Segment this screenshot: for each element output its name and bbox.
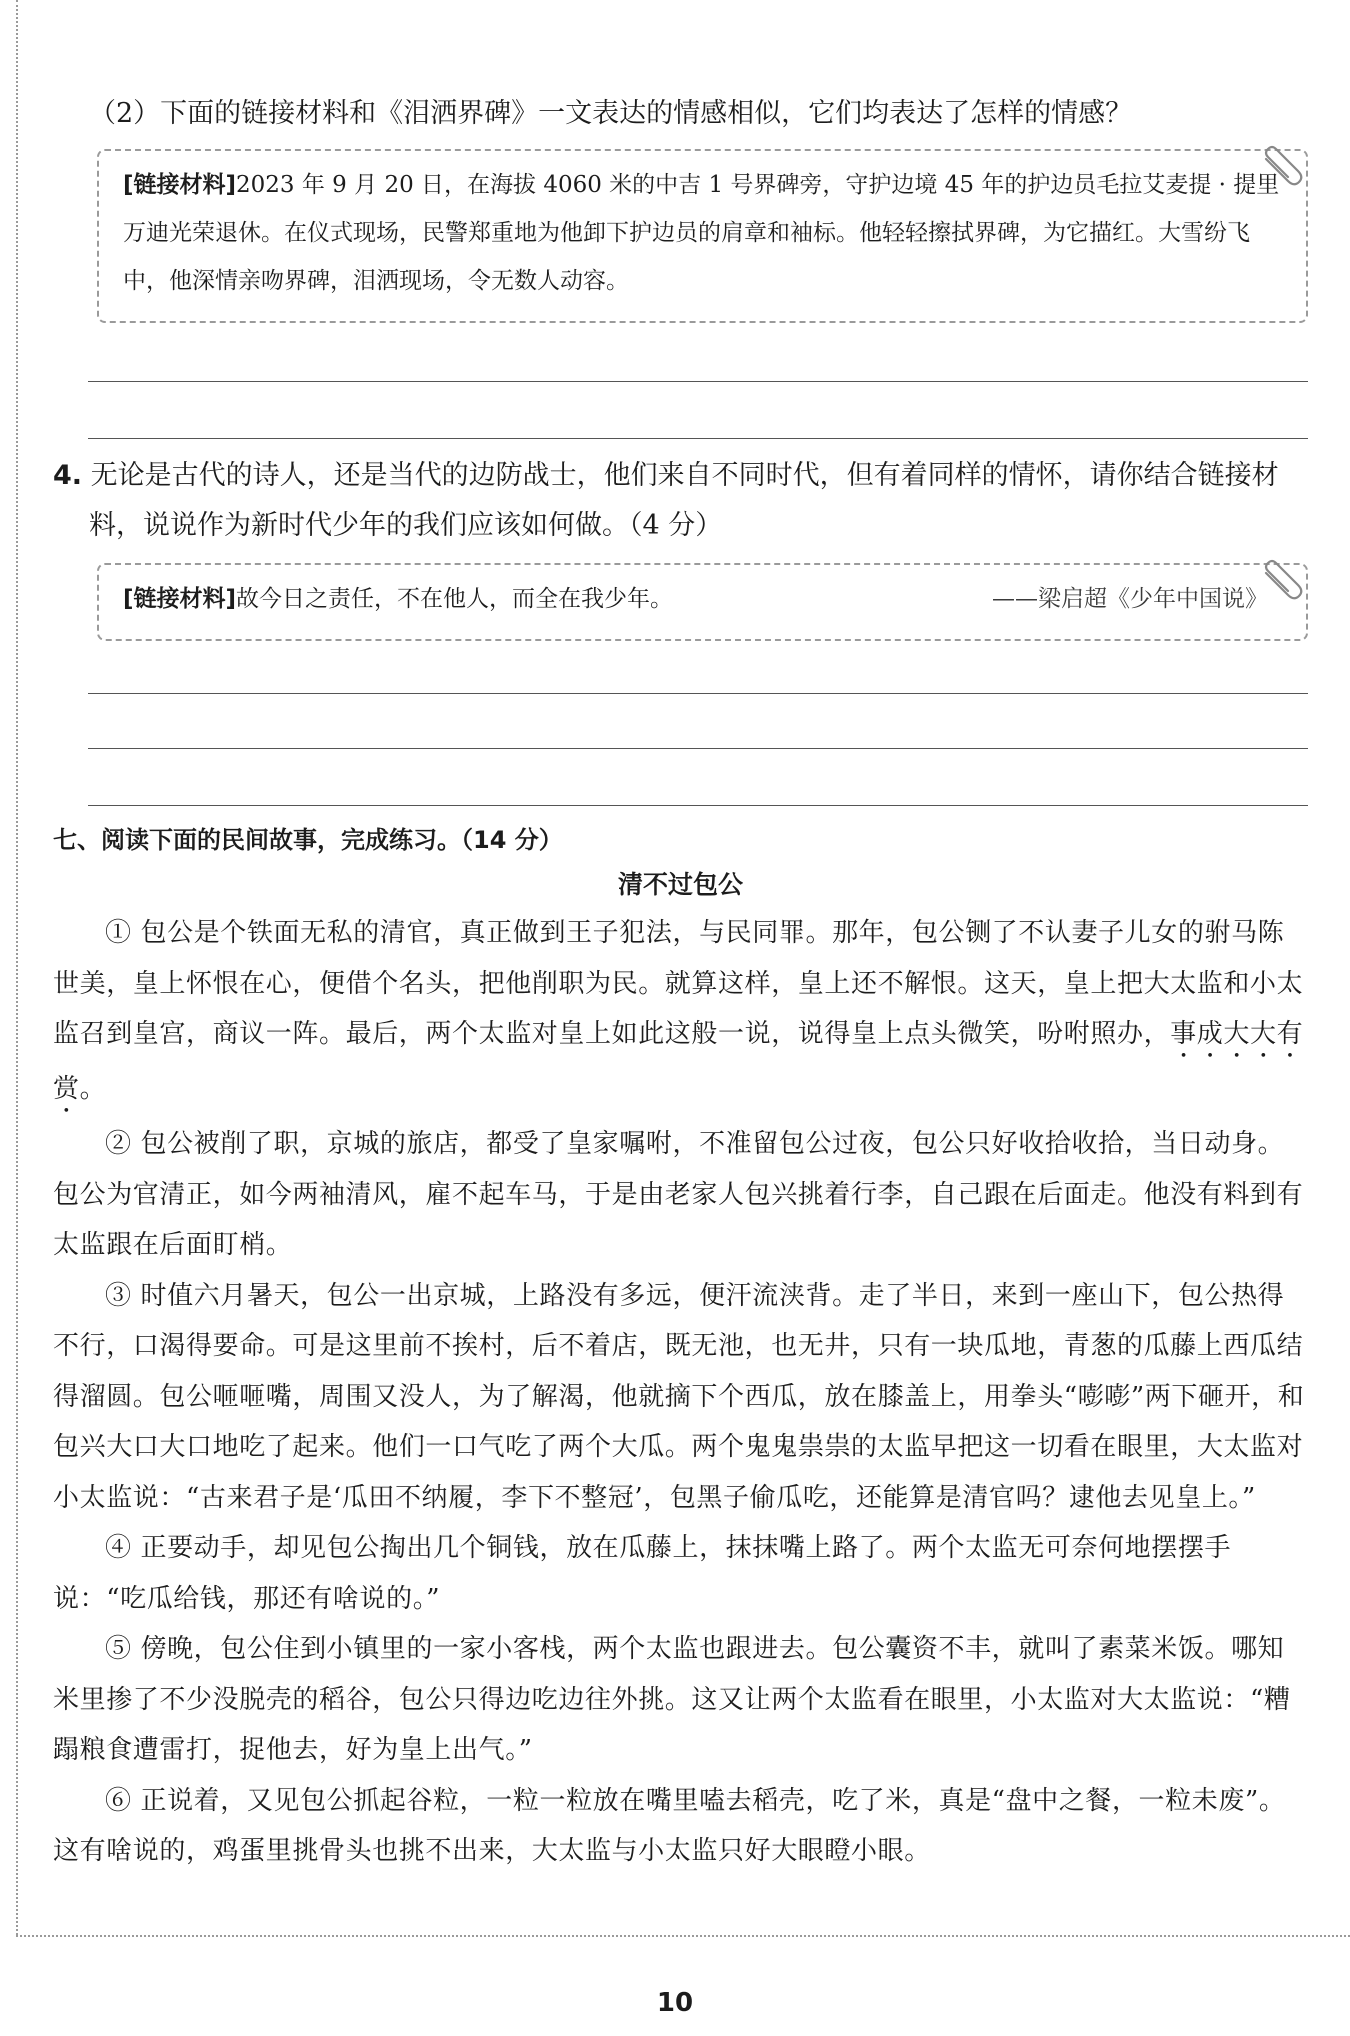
page-number: 10 — [656, 1988, 694, 2018]
section-7-title: 七、阅读下面的民间故事，完成练习。（14 分） — [53, 826, 563, 854]
quote-text: 故今日之责任，不在他人，而全在我少年。 — [236, 586, 674, 612]
link-material-text-1: [链接材料]2023 年 9 月 20 日，在海拔 4060 米的中吉 1 号界碑旁，守护边境 45 年的护边员毛拉艾麦提 · 提里万迪光荣退休。在仪式现场，民警郑重地为他卸下护边员的肩章和袖标。他轻轻擦拭界碑，为它描红。大雪纷飞中，他深情亲吻界碑，泪洒现场，令无数人动容。 — [123, 172, 1280, 294]
link-material-quote — [123, 575, 1280, 623]
quote-source: ——梁启超《少年中国说》 — [992, 586, 1268, 612]
paragraph-5: ⑤ 傍晚，包公住到小镇里的一家小客栈，两个太监也跟进去。包公囊资不丰，就叫了素菜米饭。哪知米里掺了不少没脱壳的稻谷，包公只得边吃边往外挑。这又让两个太监看在眼里，小太监对大太监说：“糟蹋粮食遭雷打，捉他去，好为皇上出气。” — [53, 1634, 1291, 1765]
answer-line[interactable] — [88, 438, 1308, 439]
link-material-box-1 — [97, 149, 1308, 323]
link-material-tag: [链接材料] — [123, 172, 237, 198]
paragraph-3: ③ 时值六月暑天，包公一出京城，上路没有多远，便汗流浃背。走了半日，来到一座山下，包公热得不行，口渴得要命。可是这里前不挨村，后不着店，既无池，也无井，只有一块瓜地，青葱的瓜藤上西瓜结得溜圆。包公咂咂嘴，周围又没人，为了解渴，他就摘下个西瓜，放在膝盖上，用拳头“嘭嘭”两下砸开，和包兴大口大口地吃了起来。他们一口气吃了两个大瓜。两个鬼鬼祟祟的太监早把这一切看在眼里，大太监对小太监说：“古来君子是‘瓜田不纳履，李下不整冠’，包黑子偷瓜吃，还能算是清官吗？逮他去见皇上。” — [53, 1280, 1305, 1513]
bottom-dotted-line — [16, 1935, 1350, 1937]
answer-line[interactable] — [88, 381, 1308, 382]
paragraph-1: ① 包公是个铁面无私的清官，真正做到王子犯法，与民同罪。那年，包公铡了不认妻子儿女的驸马陈世美，皇上怀恨在心，便借个名头，把他削职为民。就算这样，皇上还不解恨。这天，皇上把大太监和小太监召到皇宫，商议一阵。最后，两个太监对皇上如此这般一说，说得皇上点头微笑，吩咐照办，事成大大有赏。 — [53, 918, 1304, 1104]
answer-line[interactable] — [88, 805, 1308, 806]
answer-line[interactable] — [88, 693, 1308, 694]
paragraph-4: ④ 正要动手，却见包公掏出几个铜钱，放在瓜藤上，抹抹嘴上路了。两个太监无可奈何地摆摆手说：“吃瓜给钱，那还有啥说的。” — [53, 1533, 1232, 1614]
question-4-prompt: 4. 无论是古代的诗人，还是当代的边防战士，他们来自不同时代，但有着同样的情怀，请你结合链接材料，说说作为新时代少年的我们应该如何做。（4 分） — [53, 460, 1279, 541]
page-content — [53, 88, 1308, 1877]
emphasis-dotted-text: 事成大大有赏 — [53, 1019, 1304, 1104]
paragraph-6: ⑥ 正说着，又见包公抓起谷粒，一粒一粒放在嘴里嗑去稻壳，吃了米，真是“盘中之餐，一粒未废”。这有啥说的，鸡蛋里挑骨头也挑不出来，大太监与小太监只好大眼瞪小眼。 — [53, 1785, 1286, 1866]
link-material-tag: [链接材料] — [123, 586, 237, 612]
question-3-2-prompt: （2）下面的链接材料和《泪洒界碑》一文表达的情感相似，它们均表达了怎样的情感？ — [89, 98, 1133, 129]
question-number: 4. — [53, 460, 83, 491]
paperclip-icon — [1258, 145, 1306, 193]
paragraph-2: ② 包公被削了职，京城的旅店，都受了皇家嘱咐，不准留包公过夜，包公只好收拾收拾，当日动身。包公为官清正，如今两袖清风，雇不起车马，于是由老家人包兴挑着行李，自己跟在后面走。他没有料到有太监跟在后面盯梢。 — [53, 1129, 1304, 1260]
left-margin-dotted-line — [16, 0, 18, 1935]
link-material-box-2 — [97, 563, 1308, 641]
answer-line[interactable] — [88, 748, 1308, 749]
story-title: 清不过包公 — [617, 870, 743, 899]
